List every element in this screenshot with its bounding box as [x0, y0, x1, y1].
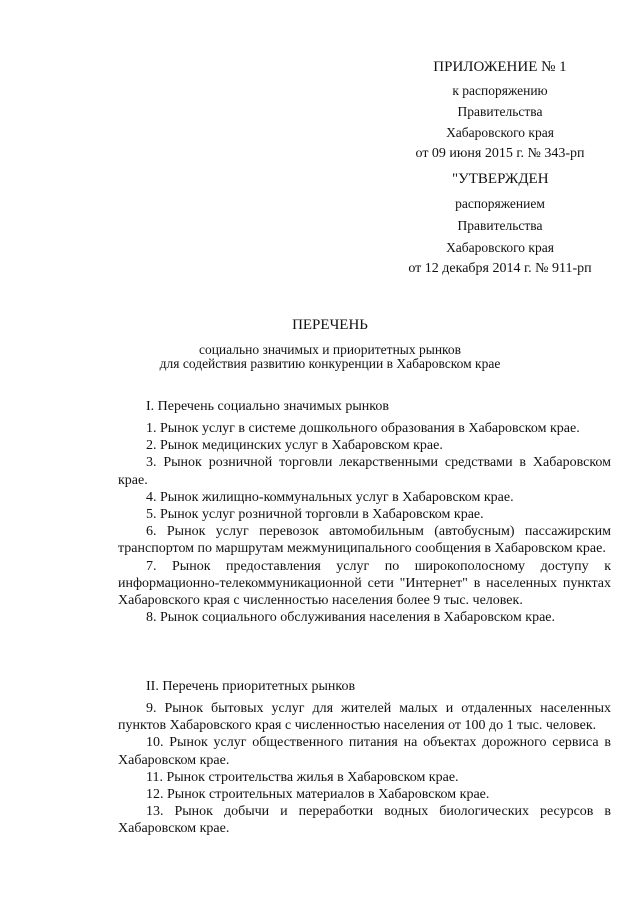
document-subtitle: для содействия развитию конкуренции в Хабаровском крае	[159, 356, 501, 371]
list-item: 12. Рынок строительных материалов в Хабаровском крае.	[146, 787, 490, 803]
approval-heading: "УТВЕРЖДЕН	[452, 171, 549, 187]
list-item: 11. Рынок строительства жилья в Хабаровском крае.	[146, 769, 459, 785]
document-title: ПЕРЕЧЕНЬ	[292, 317, 368, 333]
document-subtitle: социально значимых и приоритетных рынков	[198, 342, 462, 357]
approval-date: от 12 декабря 2014 г. № 911-рп	[408, 261, 592, 276]
appendix-line: к распоряжению	[452, 83, 548, 98]
appendix-date: от 09 июня 2015 г. № 343-рп	[415, 146, 585, 161]
section-2-list	[118, 700, 611, 838]
list-item: 10. Рынок услуг общественного питания на объектах дорожного сервиса в Хабаровском крае.	[118, 735, 611, 768]
list-item: 3. Рынок розничной торговли лекарственными средствами в Хабаровском крае.	[118, 455, 611, 488]
approval-line: Хабаровского края	[446, 240, 554, 255]
approval-stamp	[400, 170, 600, 277]
list-item: 2. Рынок медицинских услуг в Хабаровском крае.	[146, 438, 443, 454]
list-item: 9. Рынок бытовых услуг для жителей малых и отдаленных населенных пунктов Хабаровского края с численностью населения от 100 до 1 тыс. человек.	[118, 701, 611, 734]
appendix-line: Правительства	[457, 104, 543, 119]
approval-line: распоряжением	[455, 196, 545, 211]
section-heading: II. Перечень приоритетных рынков	[146, 679, 356, 694]
list-item: 13. Рынок добычи и переработки водных биологических ресурсов в Хабаровском крае.	[118, 804, 611, 837]
appendix-heading: ПРИЛОЖЕНИЕ № 1	[433, 59, 567, 75]
section-heading: I. Перечень социально значимых рынков	[146, 399, 389, 414]
list-item: 6. Рынок услуг перевозок автомобильным (автобусным) пассажирским транспортом по маршрутам межмуниципального сообщения в Хабаровском крае.	[118, 524, 611, 557]
list-item: 4. Рынок жилищно-коммунальных услуг в Хабаровском крае.	[146, 489, 514, 505]
appendix-line: Хабаровского края	[446, 125, 554, 140]
list-item: 1. Рынок услуг в системе дошкольного образования в Хабаровском крае.	[146, 421, 580, 436]
list-item: 5. Рынок услуг розничной торговли в Хабаровском крае.	[146, 507, 484, 523]
document-title-block	[100, 316, 560, 370]
list-item: 7. Рынок предоставления услуг по широкополосному доступу к информационно-телекоммуникационной сети "Интернет" в населенных пунктах Хабаровского края с численностью населения более 9 тыс. человек.	[118, 558, 611, 609]
list-item: 8. Рынок социального обслуживания населения в Хабаровском крае.	[146, 610, 556, 626]
approval-line: Правительства	[457, 218, 543, 233]
section-1-list	[118, 420, 611, 626]
appendix-stamp	[400, 58, 600, 162]
